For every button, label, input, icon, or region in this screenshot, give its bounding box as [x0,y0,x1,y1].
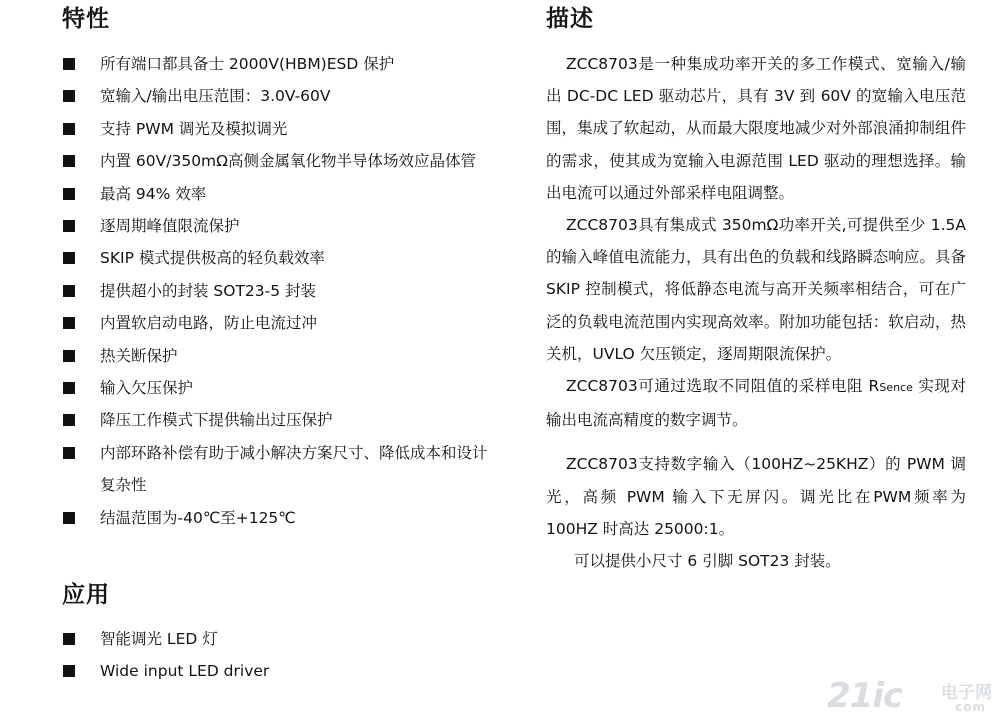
feature-item-text: 逐周期峰值限流保护 [100,217,240,236]
square-bullet-icon [63,220,75,232]
feature-item-text: 内部环路补偿有助于减小解决方案尺寸、降低成本和设计复杂性 [100,443,488,495]
application-item-text: Wide input LED driver [100,662,270,681]
watermark-text: 电子网 [941,683,992,703]
sence-subscript: Sence [879,381,913,395]
feature-item [62,178,502,210]
feature-item-text: 支持 PWM 调光及模拟调光 [100,119,288,138]
square-bullet-icon [63,90,75,102]
feature-item [62,113,502,145]
feature-item [62,372,502,404]
feature-item [62,307,502,339]
square-bullet-icon [63,414,75,426]
feature-item-text: 降压工作模式下提供输出过压保护 [100,411,333,430]
square-bullet-icon [63,188,75,200]
feature-item-text: 最高 94% 效率 [100,184,207,203]
square-bullet-icon [63,252,75,264]
square-bullet-icon [63,58,75,70]
description-body [546,48,966,577]
feature-item-text: 内置 60V/350mΩ高侧金属氧化物半导体场效应晶体管 [100,152,477,171]
description-paragraph-5: 可以提供小尺寸 6 引脚 SOT23 封装。 [574,552,841,571]
watermark-logo: 21ic [827,676,903,716]
description-paragraph-3 [546,370,966,436]
watermark-domain: com [955,700,986,714]
square-bullet-icon [63,350,75,362]
feature-item-text: 结温范围为-40℃至+125℃ [100,508,296,527]
feature-item [62,437,502,502]
square-bullet-icon [63,285,75,297]
application-item-text: 智能调光 LED 灯 [100,630,218,648]
feature-item-text: 所有端口都具备士 2000V(HBM)ESD 保护 [100,55,395,73]
feature-item-text: 热关断保护 [100,346,178,365]
feature-item [62,275,502,307]
feature-item [62,80,502,112]
square-bullet-icon [63,123,75,135]
feature-item [62,340,502,372]
application-item [62,623,269,655]
p3-text-end: 实现对输出电流高精度的数字调节。 [546,377,966,430]
feature-item-text: 宽输入/输出电压范围：3.0V-60V [100,87,331,106]
feature-item-text: 提供超小的封装 SOT23-5 封装 [100,281,317,300]
applications-heading: 应用 [62,582,110,608]
features-heading: 特性 [62,6,110,32]
feature-item [62,48,502,80]
feature-item [62,145,502,177]
description-paragraph-4: ZCC8703支持数字输入（100HZ~25KHZ）的 PWM 调光，高频 PWM 输入下无屏闪。调光比在PWM频率为 100HZ 时高达 25000:1。 [546,455,966,538]
square-bullet-icon [63,665,75,677]
application-item [62,655,269,687]
square-bullet-icon [63,447,75,459]
description-heading: 描述 [546,6,594,32]
features-list [62,48,502,534]
site-watermark [827,676,992,716]
feature-item-text: SKIP 模式提供极高的轻负载效率 [100,249,325,268]
feature-item [62,502,502,534]
description-paragraph-1: ZCC8703是一种集成功率开关的多工作模式、宽输入/输出 DC-DC LED 驱动芯片，具有 3V 到 60V 的宽输入电压范围，集成了软起动，从而最大限度地减少对外部浪涌抑制组件的需求，使其成为宽输入电源范围 LED 驱动的理想选择。输出电流可以通过外部采样电阻调整。 [546,55,966,202]
square-bullet-icon [63,633,75,645]
feature-item [62,210,502,242]
feature-item-text: 输入欠压保护 [100,379,194,398]
square-bullet-icon [63,512,75,524]
feature-item [62,242,502,274]
feature-item-text: 内置软启动电路，防止电流过冲 [100,314,318,333]
applications-list [62,623,269,688]
feature-item [62,404,502,436]
square-bullet-icon [63,155,75,167]
description-paragraph-2: ZCC8703具有集成式 350mΩ功率开关,可提供至少 1.5A 的输入峰值电流能力，具有出色的负载和线路瞬态响应。具备 SKIP 控制模式，将低静态电流与高开关频率相结合，可在广泛的负载电流范围内实现高效率。附加功能包括：软启动，热关机，UVLO 欠压锁定，逐周期限流保护。 [546,216,966,363]
p3-text-start: ZCC8703可通过选取不同阻值的采样电阻 R [566,377,880,396]
square-bullet-icon [63,317,75,329]
square-bullet-icon [63,382,75,394]
